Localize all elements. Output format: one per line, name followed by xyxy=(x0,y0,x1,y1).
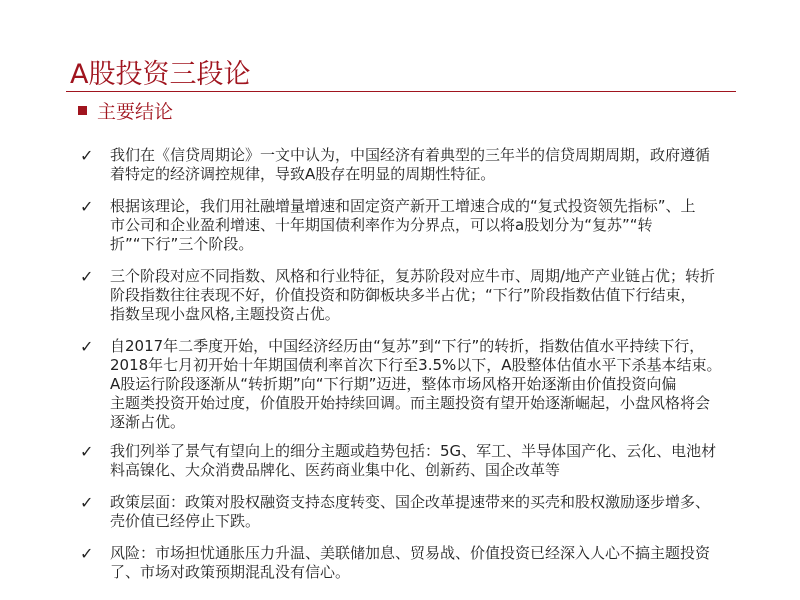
section-heading-label: 主要结论 xyxy=(97,101,174,123)
list-item xyxy=(80,197,740,254)
list-item-text: 我们列举了景气有望向上的细分主题或趋势包括：5G、军工、半导体国产化、云化、电池材 料高镍化、大众消费品牌化、医药商业集中化、创新药、国企改革等 xyxy=(110,442,717,479)
list-item xyxy=(80,337,740,432)
checkmark-icon: ✓ xyxy=(80,493,94,512)
list-item xyxy=(80,146,740,184)
list-item-text: 风险：市场担忧通胀压力升温、美联储加息、贸易战、价值投资已经深入人心不搞主题投资 了、市场对政策预期混乱没有信心。 xyxy=(110,544,711,581)
checkmark-icon: ✓ xyxy=(80,267,94,286)
checkmark-icon: ✓ xyxy=(80,146,94,165)
square-bullet-icon xyxy=(78,106,87,115)
page-title: A股投资三段论 xyxy=(70,59,251,90)
section-heading xyxy=(78,97,173,124)
list-item-text: 根据该理论，我们用社融增量增速和固定资产新开工增速合成的“复式投资领先指标”、上 市公司和企业盈利增速、十年期国债利率作为分界点，可以将a股划分为“复苏”“转 折”“下行”三个阶段。 xyxy=(110,197,696,253)
list-item xyxy=(80,267,740,324)
list-item xyxy=(80,493,740,531)
list-item xyxy=(80,442,740,480)
conclusion-list xyxy=(80,146,740,595)
list-item-text: 政策层面：政策对股权融资支持态度转变、国企改革提速带来的买壳和股权激励逐步增多、 壳价值已经停止下跌。 xyxy=(110,493,711,530)
checkmark-icon: ✓ xyxy=(80,442,94,461)
checkmark-icon: ✓ xyxy=(80,544,94,563)
list-item-text: 自2017年二季度开始，中国经济经历由“复苏”到“下行”的转折，指数估值水平持续下行， 2018年七月初开始十年期国债利率首次下行至3.5%以下，A股整体估值水平下杀基本结束。 A股运行阶段逐渐从“转折期”向“下行期”迈进，整体市场风格开始逐渐由价值投资向偏 主题类投资开始过度，价值股开始持续回调。而主题投资有望开始逐渐崛起，小盘风格将会 逐渐占优。 xyxy=(110,337,722,431)
checkmark-icon: ✓ xyxy=(80,197,94,216)
title-divider xyxy=(66,91,736,92)
list-item-text: 三个阶段对应不同指数、风格和行业特征，复苏阶段对应牛市、周期/地产产业链占优；转折 阶段指数往往表现不好，价值投资和防御板块多半占优；“下行”阶段指数估值下行结束， 指数呈现小盘风格,主题投资占优。 xyxy=(110,267,716,323)
list-item-text: 我们在《信贷周期论》一文中认为，中国经济有着典型的三年半的信贷周期周期，政府遵循 着特定的经济调控规律，导致A股存在明显的周期性特征。 xyxy=(110,146,711,183)
list-item xyxy=(80,544,740,582)
checkmark-icon: ✓ xyxy=(80,337,94,356)
